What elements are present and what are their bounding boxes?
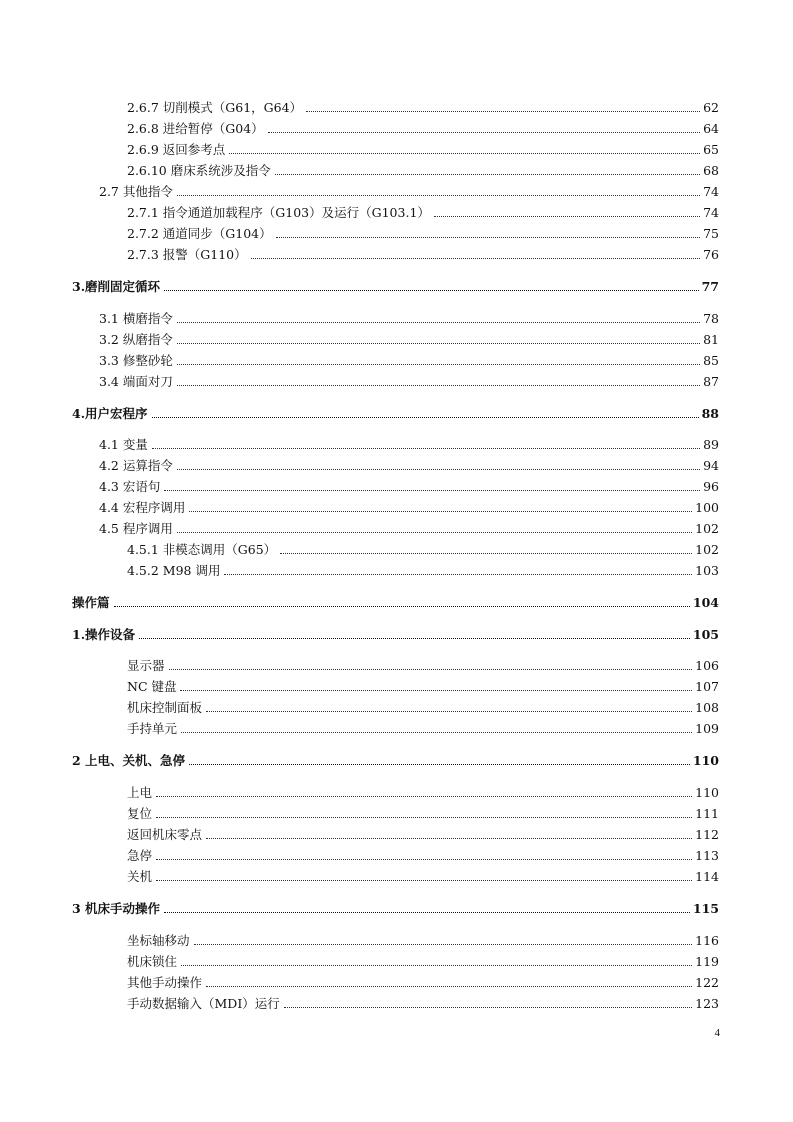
toc-entry-label: 2.7.3 报警（G110） <box>127 247 247 262</box>
dot-leader <box>434 216 700 217</box>
toc-entry-label: 2 上电、关机、急停 <box>72 753 186 768</box>
dot-leader <box>284 1007 692 1008</box>
toc-entry[interactable] <box>99 456 719 474</box>
dot-leader <box>280 553 692 554</box>
toc-entry-label: 上电 <box>127 785 153 800</box>
toc-entry-page: 94 <box>703 458 719 473</box>
dot-leader <box>275 174 700 175</box>
toc-entry-label: 4.5.1 非模态调用（G65） <box>127 542 277 557</box>
dot-leader <box>229 153 700 154</box>
toc-entry-label: NC 键盘 <box>127 679 177 694</box>
toc-entry-label: 3.4 端面对刀 <box>99 374 173 389</box>
dot-leader <box>268 132 700 133</box>
toc-entry-label: 机床锁住 <box>127 954 178 969</box>
toc-entry-page: 122 <box>695 975 719 990</box>
toc-entry-page: 111 <box>695 806 719 821</box>
toc-entry[interactable] <box>127 973 719 991</box>
toc-entry-page: 88 <box>701 406 719 421</box>
dot-leader <box>224 574 692 575</box>
toc-entry-page: 102 <box>695 542 719 557</box>
toc-entry-label: 手动数据输入（MDI）运行 <box>127 996 280 1011</box>
toc-entry-label: 2.7.1 指令通道加载程序（G103）及运行（G103.1） <box>127 205 430 220</box>
toc-entry[interactable] <box>127 224 719 242</box>
toc-entry[interactable] <box>127 656 719 674</box>
toc-chapter-entry[interactable] <box>72 277 719 295</box>
toc-entry-label: 1.操作设备 <box>72 627 136 642</box>
toc-entry-label: 返回机床零点 <box>127 827 203 842</box>
toc-entry[interactable] <box>99 309 719 327</box>
dot-leader <box>164 290 699 291</box>
toc-entry-page: 87 <box>703 374 719 389</box>
dot-leader <box>181 732 692 733</box>
toc-chapter-entry[interactable] <box>72 899 719 917</box>
toc-entry-label: 4.5 程序调用 <box>99 521 173 536</box>
toc-entry-label: 2.6.7 切削模式（G61，G64） <box>127 100 303 115</box>
dot-leader <box>164 490 700 491</box>
dot-leader <box>206 711 692 712</box>
toc-entry-page: 107 <box>695 679 719 694</box>
toc-entry-page: 75 <box>703 226 719 241</box>
toc-entry-label: 2.7.2 通道同步（G104） <box>127 226 272 241</box>
dot-leader <box>276 237 700 238</box>
toc-entry-page: 64 <box>703 121 719 136</box>
toc-entry[interactable] <box>127 119 719 137</box>
toc-entry-page: 85 <box>703 353 719 368</box>
toc-entry-label: 其他手动操作 <box>127 975 203 990</box>
toc-entry-page: 108 <box>695 700 719 715</box>
page-number: 4 <box>714 1027 720 1039</box>
toc-entry-label: 关机 <box>127 869 153 884</box>
toc-entry-page: 102 <box>695 521 719 536</box>
toc-entry[interactable] <box>127 561 719 579</box>
dot-leader <box>177 469 700 470</box>
toc-entry-label: 复位 <box>127 806 153 821</box>
toc-entry[interactable] <box>127 994 719 1012</box>
toc-entry-label: 4.5.2 M98 调用 <box>127 563 221 578</box>
toc-entry[interactable] <box>127 161 719 179</box>
toc-entry[interactable] <box>99 182 719 200</box>
toc-entry-label: 4.3 宏语句 <box>99 479 161 494</box>
toc-entry-label: 2.7 其他指令 <box>99 184 173 199</box>
dot-leader <box>164 912 690 913</box>
toc-chapter-entry[interactable] <box>72 625 719 643</box>
toc-entry-page: 123 <box>695 996 719 1011</box>
dot-leader <box>152 417 699 418</box>
toc-entry-page: 65 <box>703 142 719 157</box>
dot-leader <box>177 195 700 196</box>
dot-leader <box>177 364 700 365</box>
toc-entry-page: 109 <box>695 721 719 736</box>
dot-leader <box>251 258 700 259</box>
toc-entry-label: 4.2 运算指令 <box>99 458 173 473</box>
toc-entry[interactable] <box>127 783 719 801</box>
toc-entry-page: 89 <box>703 437 719 452</box>
toc-entry-page: 105 <box>692 627 719 642</box>
toc-entry[interactable] <box>127 245 719 263</box>
toc-entry-page: 106 <box>695 658 719 673</box>
toc-entry-label: 3 机床手动操作 <box>72 901 161 916</box>
dot-leader <box>177 322 700 323</box>
toc-entry-page: 100 <box>695 500 719 515</box>
dot-leader <box>177 385 700 386</box>
toc-entry-label: 操作篇 <box>72 595 110 610</box>
toc-entry[interactable] <box>127 203 719 221</box>
toc-entry-page: 115 <box>692 901 719 916</box>
toc-entry[interactable] <box>99 372 719 390</box>
dot-leader <box>156 796 692 797</box>
toc-entry-label: 机床控制面板 <box>127 700 203 715</box>
dot-leader <box>177 532 692 533</box>
toc-entry[interactable] <box>127 846 719 864</box>
toc-entry[interactable] <box>127 719 719 737</box>
toc-entry[interactable] <box>127 931 719 949</box>
toc-entry-label: 显示器 <box>127 658 165 673</box>
toc-entry-label: 4.1 变量 <box>99 437 148 452</box>
toc-entry-page: 76 <box>703 247 719 262</box>
toc-entry[interactable] <box>99 351 719 369</box>
toc-entry[interactable] <box>127 98 719 116</box>
toc-entry[interactable] <box>127 677 719 695</box>
toc-entry-page: 110 <box>695 785 719 800</box>
toc-entry-page: 110 <box>692 753 719 768</box>
dot-leader <box>156 859 692 860</box>
toc-entry-label: 3.磨削固定循环 <box>72 279 161 294</box>
toc-entry-page: 119 <box>695 954 719 969</box>
toc-entry-page: 104 <box>692 595 719 610</box>
dot-leader <box>156 880 692 881</box>
toc-part-entry[interactable] <box>72 593 719 611</box>
toc-entry[interactable] <box>127 825 719 843</box>
toc-entry-page: 74 <box>703 205 719 220</box>
toc-entry-label: 3.2 纵磨指令 <box>99 332 173 347</box>
toc-entry-page: 81 <box>703 332 719 347</box>
dot-leader <box>169 669 693 670</box>
toc-entry-page: 103 <box>695 563 719 578</box>
toc-entry[interactable] <box>99 498 719 516</box>
dot-leader <box>306 111 700 112</box>
toc-entry[interactable] <box>99 330 719 348</box>
toc-entry-label: 4.4 宏程序调用 <box>99 500 186 515</box>
dot-leader <box>152 448 700 449</box>
toc-entry[interactable] <box>127 952 719 970</box>
dot-leader <box>189 511 692 512</box>
toc-entry[interactable] <box>99 519 719 537</box>
toc-entry[interactable] <box>127 540 719 558</box>
toc-chapter-entry[interactable] <box>72 751 719 769</box>
toc-entry-page: 62 <box>703 100 719 115</box>
toc-entry-label: 手持单元 <box>127 721 178 736</box>
toc-entry-label: 坐标轴移动 <box>127 933 190 948</box>
toc-entry[interactable] <box>127 140 719 158</box>
dot-leader <box>194 944 693 945</box>
dot-leader <box>206 986 692 987</box>
toc-entry-label: 3.1 横磨指令 <box>99 311 173 326</box>
toc-entry[interactable] <box>127 804 719 822</box>
toc-entry-label: 2.6.8 进给暂停（G04） <box>127 121 264 136</box>
toc-entry-label: 2.6.10 磨床系统涉及指令 <box>127 163 271 178</box>
toc-entry[interactable] <box>127 867 719 885</box>
toc-entry-page: 114 <box>695 869 719 884</box>
toc-entry-label: 3.3 修整砂轮 <box>99 353 173 368</box>
toc-entry[interactable] <box>127 698 719 716</box>
toc-entry-page: 77 <box>701 279 719 294</box>
toc-entry-page: 68 <box>703 163 719 178</box>
toc-entry-label: 急停 <box>127 848 153 863</box>
toc-entry-label: 4.用户宏程序 <box>72 406 148 421</box>
toc-entry-page: 112 <box>695 827 719 842</box>
toc-entry-page: 113 <box>695 848 719 863</box>
dot-leader <box>189 764 690 765</box>
toc-entry[interactable] <box>99 477 719 495</box>
toc-entry[interactable] <box>99 435 719 453</box>
dot-leader <box>139 638 690 639</box>
dot-leader <box>156 817 692 818</box>
toc-chapter-entry[interactable] <box>72 404 719 422</box>
dot-leader <box>177 343 700 344</box>
toc-entry-page: 116 <box>695 933 719 948</box>
toc-entry-page: 96 <box>703 479 719 494</box>
dot-leader <box>114 606 690 607</box>
toc-entry-label: 2.6.9 返回参考点 <box>127 142 226 157</box>
dot-leader <box>180 690 692 691</box>
dot-leader <box>206 838 692 839</box>
toc-entry-page: 74 <box>703 184 719 199</box>
toc-entry-page: 78 <box>703 311 719 326</box>
dot-leader <box>181 965 692 966</box>
